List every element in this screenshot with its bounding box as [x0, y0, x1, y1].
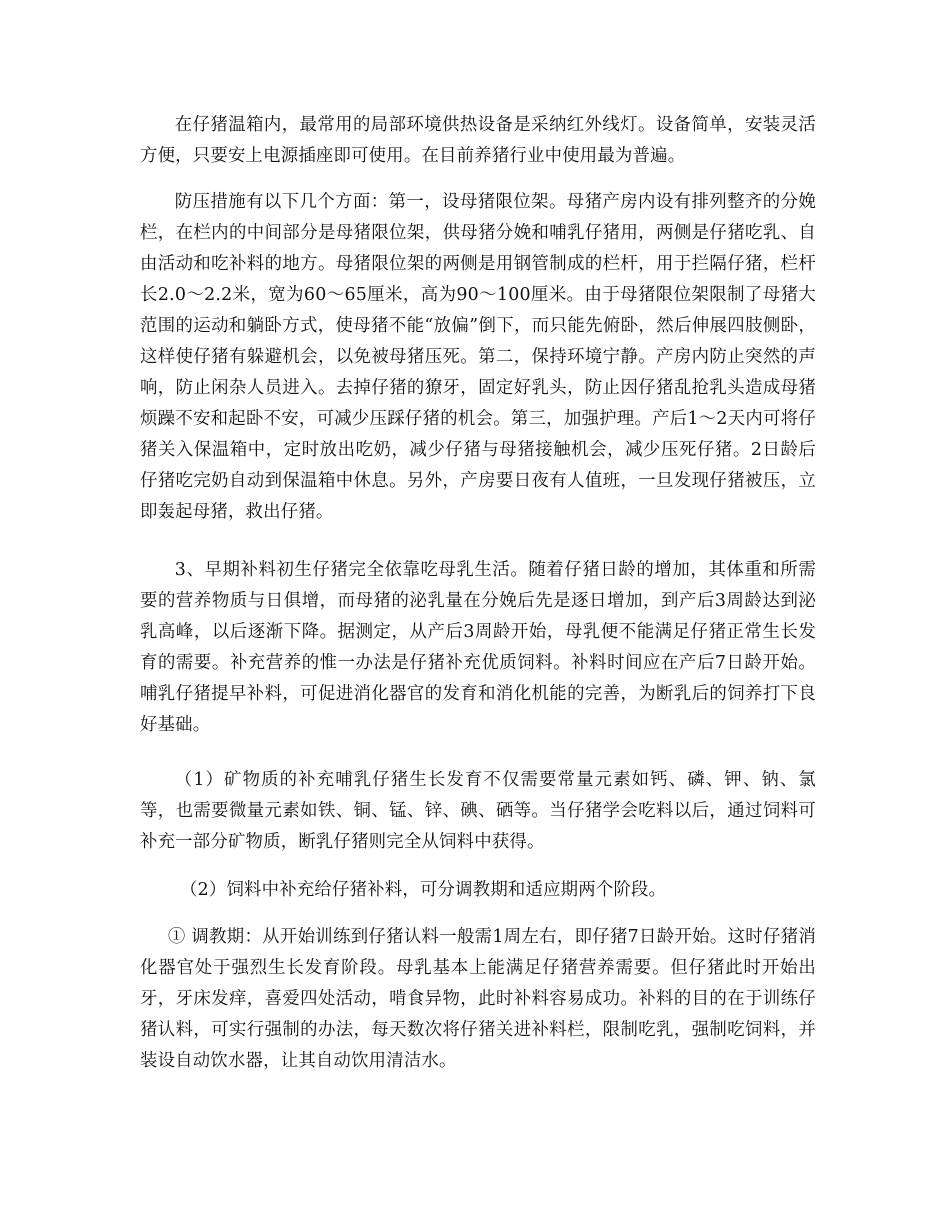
paragraph-crush-prevention: 防压措施有以下几个方面：第一，设母猪限位架。母猪产房内设有排列整齐的分娩栏，在栏内的中间部分是母猪限位架，供母猪分娩和哺乳仔猪用，两侧是仔猪吃乳、自由活动和吃补料的地方。母猪限位架的两侧是用钢管制成的栏杆，用于拦隔仔猪，栏杆长2.0～2.2米，宽为60～65厘米，高为90～100厘米。由于母猪限位架限制了母猪大范围的运动和躺卧方式，使母猪不能“放偏”倒下，而只能先俯卧，然后伸展四肢侧卧，这样使仔猪有躲避机会，以免被母猪压死。第二，保持环境宁静。产房内防止突然的声响，防止闲杂人员进入。去掉仔猪的獠牙，固定好乳头，防止因仔猪乱抢乳头造成母猪烦躁不安和起卧不安，可减少压踩仔猪的机会。第三，加强护理。产后1～2天内可将仔猪关入保温箱中，定时放出吃奶，减少仔猪与母猪接触机会，减少压死仔猪。2日龄后仔猪吃完奶自动到保温箱中休息。另外，产房要日夜有人值班，一旦发现仔猪被压，立即轰起母猪，救出仔猪。: [140, 192, 816, 522]
paragraph-early-feeding: 3、早期补料初生仔猪完全依靠吃母乳生活。随着仔猪日龄的增加，其体重和所需要的营养物质与日俱增，而母猪的泌乳量在分娩后先是逐日增加，到产后3周龄达到泌乳高峰，以后逐渐下降。据测定，从产后3周龄开始，母乳便不能满足仔猪正常生长发育的需要。补充营养的惟一办法是仔猪补充优质饲料。补料时间应在产后7日龄开始。哺乳仔猪提早补料，可促进消化器官的发育和消化机能的完善，为断乳后的饲养打下良好基础。: [140, 560, 816, 735]
paragraph-feed-supplement: （2）饲料中补充给仔猪补料，可分调教期和适应期两个阶段。: [180, 880, 667, 900]
paragraph-mineral-supplement: （1）矿物质的补充哺乳仔猪生长发育不仅需要常量元素如钙、磷、钾、钠、氯等，也需要微量元素如铁、铜、锰、锌、碘、硒等。当仔猪学会吃料以后，通过饲料可补充一部分矿物质，断乳仔猪则完全从饲料中获得。: [140, 770, 816, 852]
paragraph-heating-lamp: 在仔猪温箱内，最常用的局部环境供热设备是采纳红外线灯。设备简单，安装灵活方便，只要安上电源插座即可使用。在目前养猪行业中使用最为普遍。: [140, 115, 816, 166]
paragraph-training-period: ① 调教期：从开始训练到仔猪认料一般需1周左右，即仔猪7日龄开始。这时仔猪消化器官处于强烈生长发育阶段。母乳基本上能满足仔猪营养需要。但仔猪此时开始出牙，牙床发痒，喜爱四处活动，啃食异物，此时补料容易成功。补料的目的在于训练仔猪认料，可实行强制的办法，每天数次将仔猪关进补料栏，限制吃乳，强制吃饲料，并装设自动饮水器，让其自动饮用清洁水。: [140, 927, 816, 1071]
